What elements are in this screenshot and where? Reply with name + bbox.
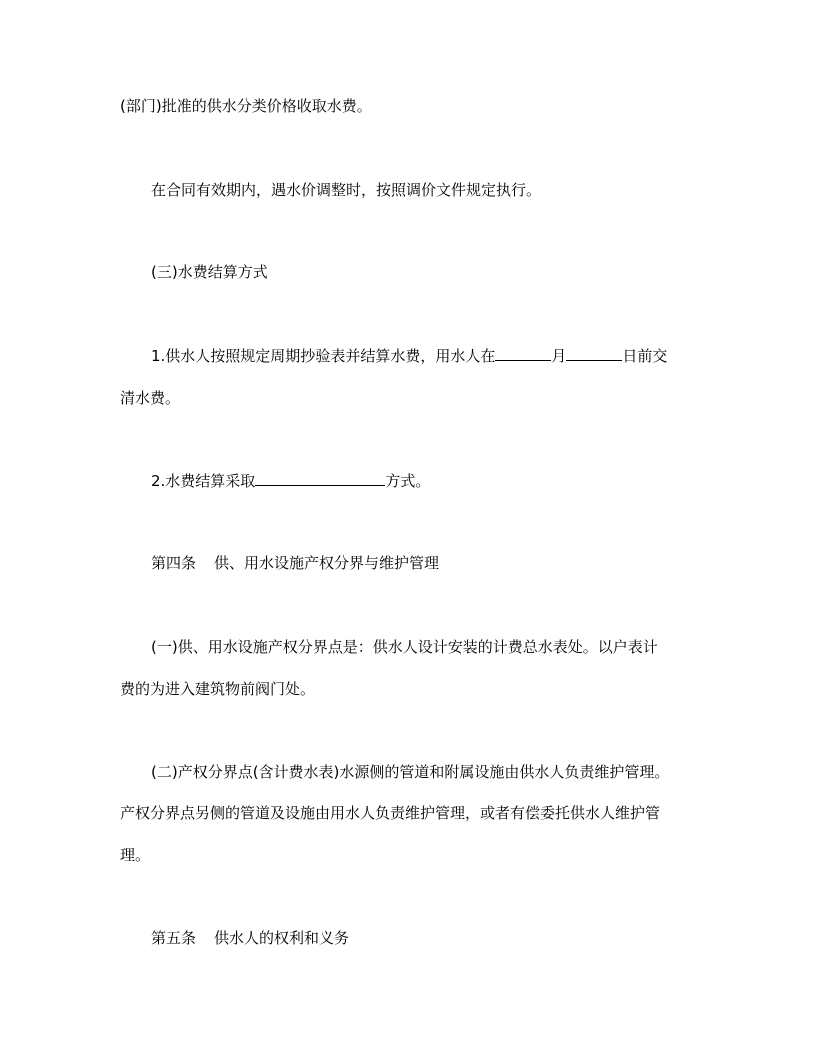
article-number: 第四条 bbox=[151, 554, 197, 572]
paragraph-line bbox=[151, 471, 430, 491]
paragraph-line: 在合同有效期内，遇水价调整时，按照调价文件规定执行。 bbox=[151, 181, 542, 199]
text-segment: 2.水费结算采取 bbox=[151, 472, 256, 490]
paragraph-line: (部门)批准的供水分类价格收取水费。 bbox=[120, 97, 372, 115]
paragraph-line: 理。 bbox=[120, 846, 151, 864]
text-segment: 方式。 bbox=[385, 472, 431, 490]
article-heading bbox=[151, 928, 349, 948]
paragraph-line: 产权分界点另侧的管道及设施由用水人负责维护管理，或者有偿委托供水人维护管 bbox=[120, 804, 661, 822]
fill-in-blank-method[interactable] bbox=[255, 471, 385, 486]
paragraph-line: 清水费。 bbox=[120, 389, 181, 407]
paragraph-line bbox=[151, 346, 667, 366]
article-heading bbox=[151, 553, 439, 573]
paragraph-line: 费的为进入建筑物前阀门处。 bbox=[120, 680, 316, 698]
fill-in-blank-day[interactable] bbox=[566, 346, 622, 361]
text-segment: 1.供水人按照规定周期抄验表并结算水费，用水人在 bbox=[151, 347, 496, 365]
paragraph-line: (二)产权分界点(含计费水表)水源侧的管道和附属设施由供水人负责维护管理。 bbox=[151, 763, 670, 781]
text-segment: 月 bbox=[551, 347, 567, 365]
section-heading: (三)水费结算方式 bbox=[151, 263, 268, 281]
article-title: 供水人的权利和义务 bbox=[214, 929, 350, 947]
paragraph-line: (一)供、用水设施产权分界点是：供水人设计安装的计费总水表处。以户表计 bbox=[151, 638, 658, 656]
fill-in-blank-month[interactable] bbox=[495, 346, 551, 361]
article-title: 供、用水设施产权分界与维护管理 bbox=[214, 554, 440, 572]
text-segment: 日前交 bbox=[622, 347, 668, 365]
article-number: 第五条 bbox=[151, 929, 197, 947]
